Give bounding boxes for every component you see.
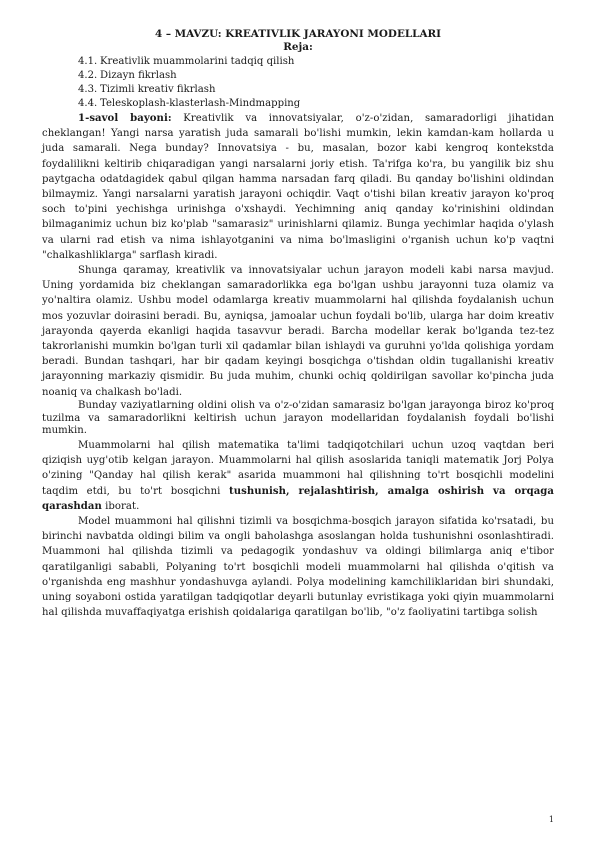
paragraph-model-description: Model muammoni hal qilishni tizimli va bosqichma-bosqich jarayon sifatida ko'rsatadi, bu birinchi navbatda oldingi bilim va ongli baholashga asoslangan holda tushunishni osonlashtiradi. Muammoni hal qilishda tizimli va pedagogik yondashuv va oldingi bilimlarga aniq e'tibor qaratilganligi sababli, Polyaning to'rt bosqichli modeli muammolarni hal qilishda o'qitish va o'rganishda eng mashhur yondashuvga aylandi. Polya modelining kamchiliklaridan biri shundaki, uning soyaboni ostida yaratilgan tadqiqotlar deyarli butunlay evristikaga yoki qiyin muammolarni hal qilishda muvaffaqiyatga erishish qoidalariga qaratilgan bo'lib, "o'z faoliyatini tartibga solish [42,515,554,619]
plan-item [78,97,554,111]
plan-item [78,83,554,97]
polya-steps: tushunish, rejalashtirish, amalga oshirish va orqaga qarashdan [42,485,554,512]
paragraph-tail: iborat. [101,500,140,512]
plan-list [42,55,554,111]
plan-item-text: Kreativlik muammolarini tadqiq qilish [100,56,295,67]
plan-item [78,69,554,83]
plan-heading: Reja: [283,41,313,53]
plan-item-number: 4.1. [78,56,98,67]
paragraph-text: Kreativlik va innovatsiyalar, o'z-o'zidan, samaradorligi jihatidan cheklangan! Yangi narsa yaratish juda samarali bo'lishi mumkin, lekin kamdan-kam hollarda u juda samarali. Nega bunday? Innovatsiya - bu, masalan, bozor kabi kengroq kontekstda foydalilikni keltirib chiqaradigan yangi narsalarni joriy etish. Ta'rifga ko'ra, bu yangilik biz shu paytgacha odatdagidek qabul qilgan hamma narsadan farq qiladi. Bu qanday bo'lishini oldindan bilmaymiz. Yangi narsalarni yaratish jarayoni ochiqdir. Vaqt o'tishi bilan kreativ jarayon ko'proq soch to'pini yechishga urinishga o'xshaydi. Yechimning aniq qanday ko'rinishini oldindan bilmaganimiz uchun biz ko'plab "samarasiz" urinishlarni qilamiz. Bunga yechimlar haqida o'ylash va ularni rad etish va nima ishlayotganini va nima bo'lmasligini o'rganish uchun ko'p vaqtni "chalkashliklarga" sarflash kiradi. [42,113,554,261]
page-number: 1 [548,815,554,824]
page-title: 4 – MAVZU: KREATIVLIK JARAYONI MODELLARI [154,28,442,40]
paragraph-text: Muammolarni hal qilish matematika ta'limi tadqiqotchilari uchun uzoq vaqtdan beri qiziqish uyg'otib kelgan jarayon. Muammolarni hal qilish asoslarida taniqli matematik Jorj Polya o'zining "Qanday hal qilish kerak" asarida muammoni hal qilishning to'rt bosqichli modelini taqdim etdi, bu to'rt bosqichni [42,439,554,497]
plan-item-number: 4.4. [78,98,98,109]
plan-item-number: 4.3. [78,84,98,95]
paragraph-polya [42,438,554,514]
plan-item-number: 4.2. [78,70,98,81]
question-lead: 1-savol bayoni: [78,113,172,124]
paragraph-question-1 [42,111,554,263]
plan-item [78,55,554,69]
plan-item-text: Dizayn fikrlash [100,70,177,81]
paragraph-process-benefit: Bunday vaziyatlarning oldini olish va o'z-o'zidan samarasiz bo'lgan jarayonga biroz ko'proq tuzilma va samaradorlikni keltirish uchun jarayon modellaridan foydalanish foydali bo'lishi mumkin. [42,399,554,437]
plan-item-text: Teleskoplash-klasterlash-Mindmapping [100,98,301,109]
paragraph-process-model: Shunga qaramay, kreativlik va innovatsiyalar uchun jarayon modeli kabi narsa mavjud. Uning yordamida biz cheklangan samaradorlikka ega bo'lgan ushbu jarayonni tuza olamiz va yo'naltira olamiz. Ushbu model odamlarga kreativ muammolarni hal qilishda foydalanish uchun mos yozuvlar doirasini beradi. Bu, ayniqsa, jamoalar uchun foydali bo'lib, ularga har doim kreativ jarayonda qayerda ekanligi haqida tasavvur beradi. Barcha modellar kerak bo'lganda tez-tez takrorlanishi mumkin bo'lgan turli xil qadamlar bilan ishlaydi va guruhni yo'lda qolishiga yordam beradi. Bundan tashqari, har bir qadam keyingi bosqichga o'tishdan oldin tugallanishi kreativ jarayonning markaziy qismidir. Bu juda muhim, chunki ochiq qoldirilgan savollar ko'pincha juda noaniq va chalkash bo'ladi. [42,265,554,398]
plan-item-text: Tizimli kreativ fikrlash [100,84,216,95]
